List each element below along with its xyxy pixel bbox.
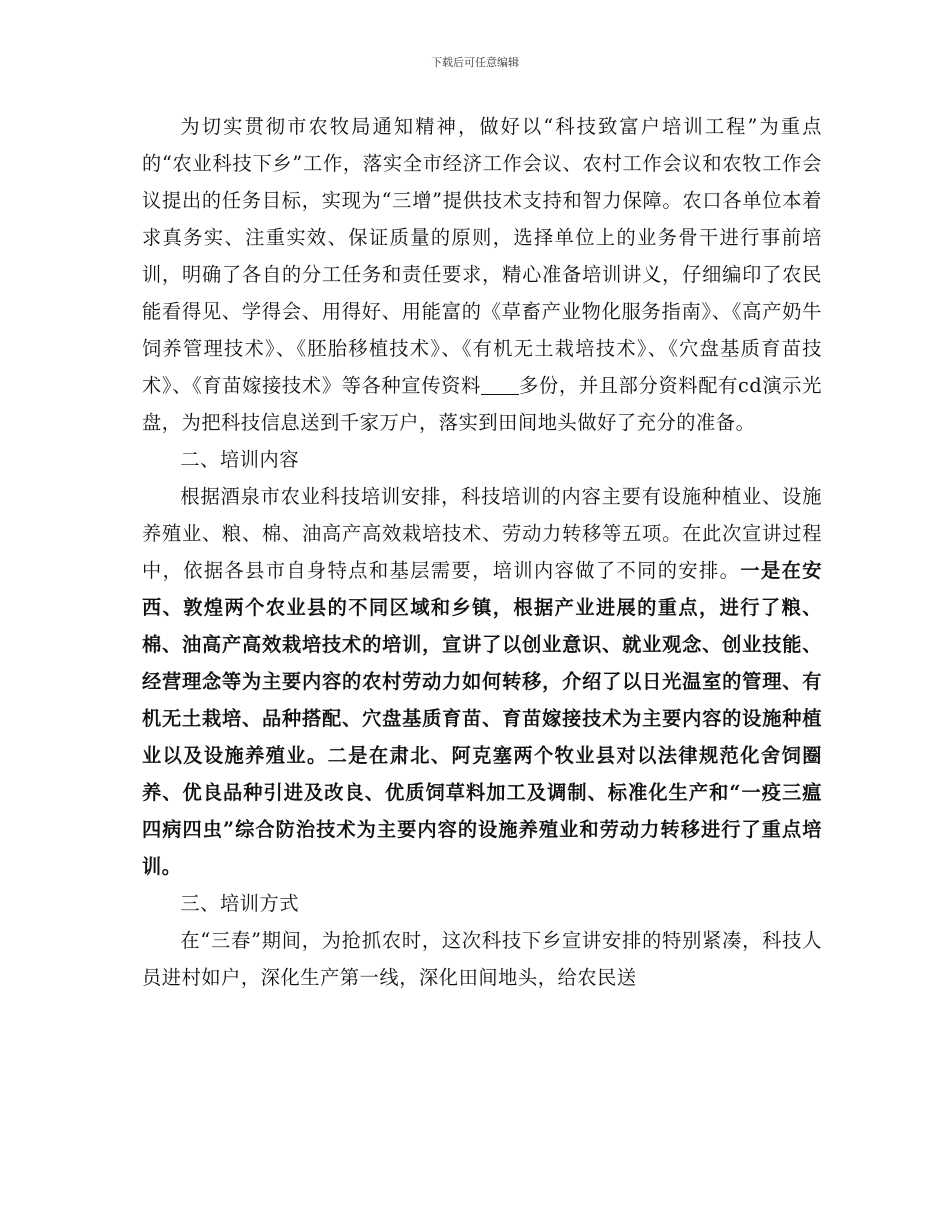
paragraph-training-content: [142, 478, 822, 885]
paragraph-text: 多份，并且部分资料配有cd演示光盘，为把科技信息送到千家万户，落实到田间地头做好了充分的准备。: [142, 374, 822, 434]
section-heading-training-method: 三、培训方式: [180, 892, 300, 915]
paragraph-text-bold: 一是在安西、敦煌两个农业县的不同区域和乡镇，根据产业进展的重点，进行了粮、棉、油高产高效栽培技术的培训，宣讲了以创业意识、就业观念、创业技能、经营理念等为主要内容的农村劳动力如何转移，介绍了以日光温室的管理、有机无土栽培、品种搭配、穴盘基质育苗、育苗嫁接技术为主要内容的设施种植业以及设施养殖业。二是在肃北、阿克塞两个牧业县对以法律规范化舍饲圈养、优良品种引进及改良、优质饲草料加工及调制、标准化生产和“一疫三瘟四病四虫”综合防治技术为主要内容的设施养殖业和劳动力转移进行了重点培训。: [142, 559, 822, 878]
document-body: [142, 108, 822, 996]
paragraph-text: 为切实贯彻市农牧局通知精神，做好以“科技致富户培训工程”为重点的“农业科技下乡”工作，落实全市经济工作会议、农村工作会议和农牧工作会议提出的任务目标，实现为“三增”提供技术支持和智力保障。农口各单位本着求真务实、注重实效、保证质量的原则，选择单位上的业务骨干进行事前培训，明确了各自的分工任务和责任要求，精心准备培训讲义，仔细编印了农民能看得见、学得会、用得好、用能富的《草畜产业物化服务指南》、《高产奶牛饲养管理技术》、《胚胎移植技术》、《有机无土栽培技术》、《穴盘基质育苗技术》、《育苗嫁接技术》等各种宣传资料: [142, 115, 822, 397]
blank-line: [481, 374, 519, 395]
page-header: 下载后可任意编辑: [431, 56, 519, 69]
paragraph-training-method: 在“三春”期间，为抢抓农时，这次科技下乡宣讲安排的特别紧凑，科技人员进村如户，深化生产第一线，深化田间地头，给农民送: [142, 929, 822, 989]
paragraph-preparation: [142, 108, 822, 441]
section-heading-training-content: 二、培训内容: [180, 448, 300, 471]
paragraph-text: 根据酒泉市农业科技培训安排，科技培训的内容主要有设施种植业、设施养殖业、粮、棉、油高产高效栽培技术、劳动力转移等五项。在此次宣讲过程中，依据各县市自身特点和基层需要，培训内容做了不同的安排。: [142, 485, 822, 582]
